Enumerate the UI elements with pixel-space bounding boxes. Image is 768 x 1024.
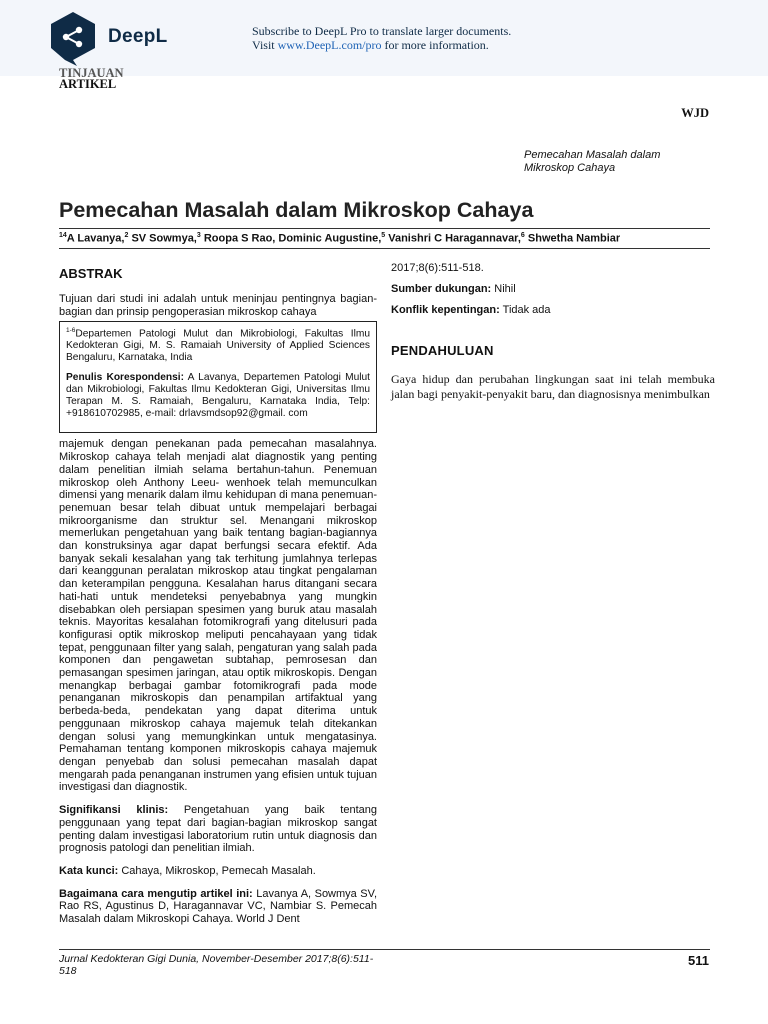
support-label: Sumber dukungan: [391,283,492,295]
running-title [524,149,704,175]
journal-abbreviation: WJD [681,106,709,120]
citation-label: Bagaimana cara mengutip artikel ini: [59,887,253,900]
conflict-label: Konflik kepentingan: [391,304,500,316]
author-name: Shwetha Nambiar [524,232,621,245]
author-sup: 5 [381,232,386,239]
corresponding-author [66,372,370,420]
abstract-heading: ABSTRAK [59,266,123,281]
promo-text [252,24,511,52]
author-name: Vanishri C Haragannavar, [385,232,521,245]
keywords-text: Cahaya, Mikroskop, Pemecah Masalah. [118,864,316,877]
keywords-label: Kata kunci: [59,864,119,877]
support-text: Nihil [491,283,516,295]
promo-visit: Visit [252,38,278,52]
source-of-support [391,283,715,296]
footer-divider [59,949,710,950]
promo-line-1: Subscribe to DeepL Pro to translate larger documents. [252,24,512,38]
conflict-text: Tidak ada [499,304,551,316]
deepl-logo-text: DeepL [108,26,168,47]
running-title-line-2: Mikroskop Cahaya [524,162,616,174]
clinical-label: Signifikansi klinis: [59,804,169,817]
right-column [391,262,715,402]
author-sup: 3 [196,232,201,239]
corresponding-text: A Lavanya, Departemen Patologi Mulut dan Mikrobiologi, Fakultas Ilmu Kedokteran Gigi, Universitas Ilmu Terapan M. S. Ramaiah, Bengaluru, Karnataka India, Telp: +918610702985, e-mail: drlavsmdsop92@gmail. com [66,372,370,419]
affiliation-box [59,321,377,433]
promo-line-2 [252,38,511,52]
affiliation-sup: 1-6 [66,327,76,334]
clinical-text: Pengetahuan yang baik tentang penggunaan yang tepat dari bagian-bagian mikroskop sangat penting dalam investigasi laboratorium rutin untuk diagnosis dan prognosis patologi dan penelitian ilmiah. [59,804,377,855]
abstract-intro: Tujuan dari studi ini adalah untuk meninjau pentingnya bagian-bagian dan prinsip pengoperasian mikroskop cahaya [59,293,377,318]
author-sup: 14 [59,232,67,239]
article-title: Pemecahan Masalah dalam Mikroskop Cahaya [59,198,534,222]
clinical-significance [59,804,377,855]
author-name: SV Sowmya, [128,232,197,245]
deepl-pro-link[interactable]: www.DeepL.com/pro [277,38,382,52]
author-sup: 2 [124,232,129,239]
abstract-body: majemuk dengan penekanan pada pemecahan masalahnya. Mikroskop cahaya telah menjadi alat diagnostik yang penting dalam penelitian ilmiah selama bertahun-tahun. Penemuan mikroskop oleh Anthony Leeu- wenhoek telah memunculkan dimensi yang menarik dalam ilmu kehidupan di mana penemuan-penemuan besar telah dibuat untuk mempelajari berbagai mikroorganisme dan struktur sel. Menangani mikroskop memerlukan pengetahuan yang baik tentang bagian-bagiannya dan konstruksinya agar dapat berfungsi secara efektif. Ada banyak sekali kesalahan yang tak terhitung jumlahnya terlepas dari keanggunan peralatan mikroskop atau tingkat pengalaman dan keterampilan pengguna. Kesalahan harus ditangani secara hati-hati untuk mendeteksi penyebabnya yang mungkin disebabkan oleh persiapan spesimen yang buruk atau masalah teknis. Mayoritas kesalahan fotomikrografi yang ditelusuri pada konfigurasi optik mikroskop meliputi pencahayaan yang tidak tepat, penggunaan filter yang salah, pengaturan yang salah pada komponen dan pengawetan subtahap, pemrosesan dan pemasangan spesimen jaringan, atau optik mikroskopis. Dengan menangkap berbagai gambar fotomikrografi pada mode penanganan mikroskopis dan penampilan artifaktual yang berbeda-beda, pendekatan yang dapat diterima untuk penggunaan mikroskop cahaya majemuk telah ditekankan dengan solusi yang memungkinkan untuk mengatasinya. Pemahaman tentang komponen mikroskopis cahaya majemuk dengan penyebab dan solusi pemecahan masalah dapat mengarah pada penanganan instrumen yang efisien untuk tujuan investigasi dan diagnostik. [59,438,377,794]
page-number: 511 [688,953,709,968]
author-name: Roopa S Rao, Dominic Augustine, [200,232,382,245]
footer-journal-line: Jurnal Kedokteran Gigi Dunia, November-Desember 2017;8(6):511-518 [59,953,374,977]
author-list [59,232,620,245]
author-sup: 6 [520,232,525,239]
title-divider [59,228,710,229]
deepl-promo-banner [0,0,768,80]
article-category [59,66,124,92]
citation-continued: 2017;8(6):511-518. [391,262,484,274]
affiliation-text: Departemen Patologi Mulut dan Mikrobiologi, Fakultas Ilmu Kedokteran Gigi, M. S. Ramaiah University of Applied Sciences Bengaluru, Karnataka, India [66,328,370,364]
authors-divider [59,248,710,249]
affiliation [66,325,370,364]
running-title-line-1: Pemecahan Masalah dalam [524,149,661,161]
citation [59,888,377,926]
category-text: ARTIKEL [59,77,117,91]
author-name: A Lavanya, [66,232,125,245]
corresponding-label: Penulis Korespondensi: [66,372,185,384]
promo-suffix: for more information. [381,38,489,52]
citation-text: Lavanya A, Sowmya SV, Rao RS, Agustinus D, Haragannavar VC, Nambiar S. Pemecah Masalah dalam Mikroskopi Cahaya. World J Dent [59,887,378,926]
introduction-heading: PENDAHULUAN [391,343,494,358]
introduction-text: Gaya hidup dan perubahan lingkungan saat ini telah membuka jalan bagi penyakit-penyakit baru, dan diagnosisnya menimbulkan [391,372,715,401]
deepl-logo-icon[interactable] [47,10,99,66]
conflict-of-interest [391,304,715,317]
category-cut-text: TINJAUAN [59,66,124,80]
keywords [59,865,377,878]
